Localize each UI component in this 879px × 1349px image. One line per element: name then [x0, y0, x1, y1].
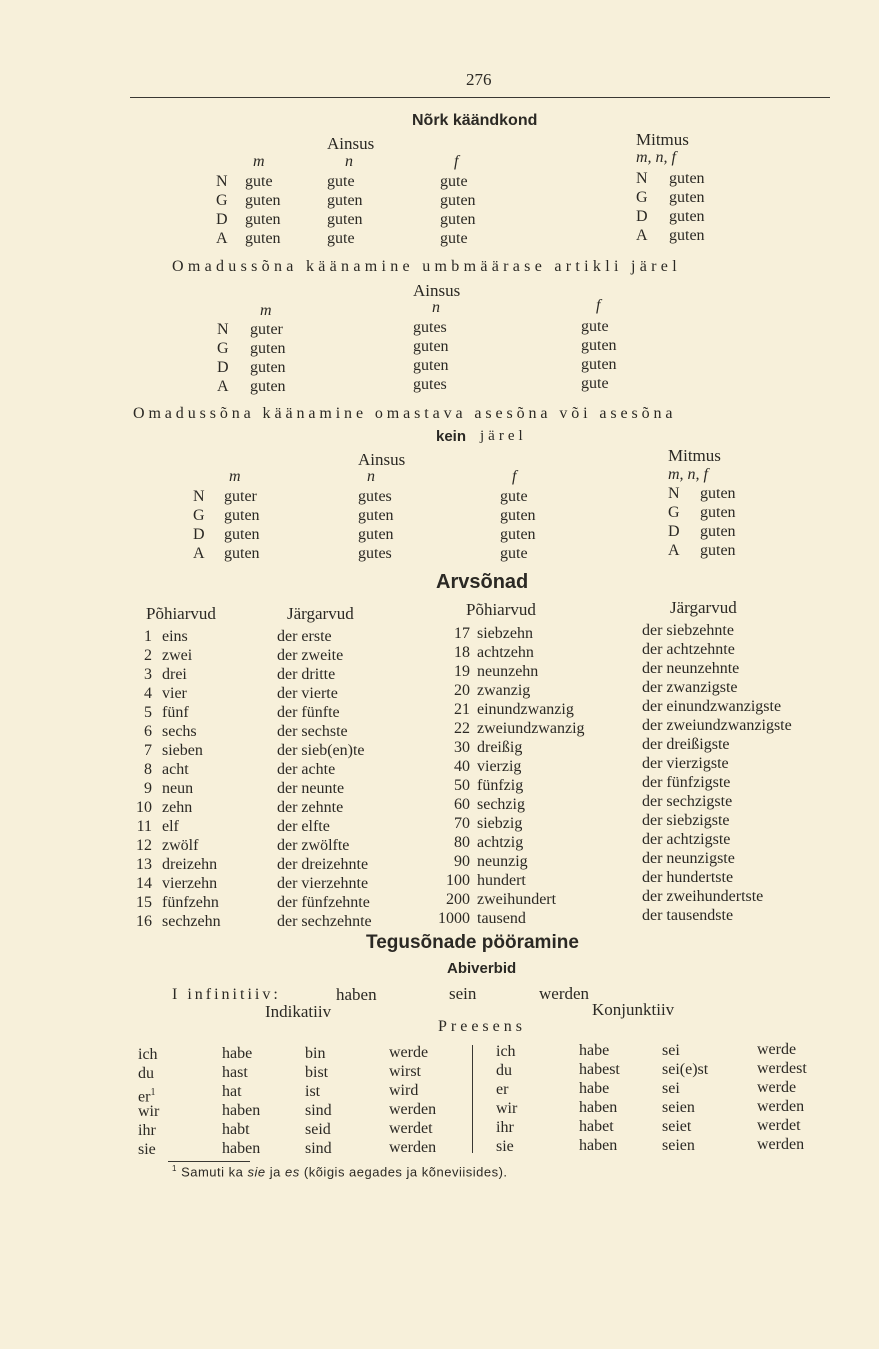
form-cell: gute: [500, 545, 528, 562]
form-cell: gutes: [358, 488, 392, 505]
footnote-word: sie: [247, 1164, 266, 1180]
page-number: 276: [466, 70, 492, 89]
table-cell: 30: [454, 739, 470, 756]
gender-f-label: f: [454, 153, 459, 170]
table-cell: zwei: [162, 647, 193, 664]
table-cell: elf: [162, 818, 179, 835]
table-cell: neunzig: [477, 853, 528, 870]
case-column: [217, 320, 229, 396]
table-cell: 14: [136, 875, 152, 892]
neuter-column: [413, 318, 449, 394]
table-cell: fünf: [162, 704, 189, 721]
table-cell: sei(e)st: [662, 1061, 709, 1078]
table-cell: 60: [454, 796, 470, 813]
table-cell: vierzehn: [162, 875, 218, 892]
table-cell: der vierte: [277, 685, 338, 702]
footnote-marker: 1: [150, 1087, 156, 1098]
table-cell: 5: [144, 704, 152, 721]
pronoun: ihr: [496, 1119, 514, 1136]
table-cell: werdest: [757, 1060, 807, 1077]
table-cell: wird: [389, 1082, 419, 1099]
table-cell: 13: [136, 856, 152, 873]
table-cell: neunzehn: [477, 663, 539, 680]
indicative-werden-column: [389, 1044, 436, 1158]
table-cell: habe: [579, 1080, 610, 1097]
plural-genders-label: m, n, f: [636, 149, 676, 166]
plural-case-column: [668, 484, 680, 560]
case-label: N: [668, 485, 680, 502]
pronoun: du: [496, 1062, 512, 1079]
table-cell: sechzehn: [162, 913, 221, 930]
pronoun: ich: [496, 1043, 516, 1060]
gender-n-label: n: [432, 299, 440, 316]
table-cell: siebzig: [477, 815, 523, 832]
table-cell: der sechzehnte: [277, 913, 372, 930]
case-label: G: [668, 504, 680, 521]
table-cell: tausend: [477, 910, 526, 927]
case-column: [216, 172, 228, 248]
case-label: G: [636, 189, 648, 206]
case-label: D: [216, 211, 228, 228]
table-cell: 2: [144, 647, 152, 664]
table-cell: der dritte: [277, 666, 336, 683]
title-kein: kein: [436, 428, 467, 445]
table-cell: sind: [305, 1140, 332, 1157]
top-rule: [130, 97, 830, 98]
table-cell: 6: [144, 723, 152, 740]
table-cell: 1: [144, 628, 152, 645]
gender-f-label: f: [512, 468, 517, 485]
table-cell: zweiundzwanzig: [477, 720, 585, 737]
table-cell: der achte: [277, 761, 336, 778]
pronoun: [138, 1084, 159, 1106]
left-ordinal-column: [277, 628, 372, 932]
singular-label: Ainsus: [358, 450, 406, 469]
footnote-text: Samuti ka: [181, 1164, 244, 1180]
masculine-column: [245, 172, 281, 248]
form-cell: gutes: [358, 545, 392, 562]
gender-m-label: m: [229, 468, 241, 485]
form-cell: guten: [581, 356, 617, 373]
table-cell: drei: [162, 666, 187, 683]
table-cell: der hundertste: [642, 869, 734, 886]
pronoun-column: [496, 1043, 517, 1157]
table-cell: haben: [579, 1099, 618, 1116]
case-column: [193, 487, 205, 563]
table-cell: siebzehn: [477, 625, 533, 642]
table-cell: einundzwanzig: [477, 701, 574, 718]
singular-label: Ainsus: [327, 134, 375, 153]
table-cell: neun: [162, 780, 194, 797]
case-label: N: [216, 173, 228, 190]
pronoun: ich: [138, 1046, 158, 1063]
form-cell: guten: [669, 208, 705, 225]
table-cell: habet: [579, 1118, 614, 1135]
table-cell: zwanzig: [477, 682, 531, 699]
table-cell: eins: [162, 628, 188, 645]
table-cell: seien: [662, 1099, 695, 1116]
table-cell: 40: [454, 758, 470, 775]
form-cell: guten: [250, 359, 286, 376]
case-label: D: [193, 526, 205, 543]
table-cell: 50: [454, 777, 470, 794]
section-title: Omadussõna käänamine omastava asesõna või asesõna: [133, 405, 677, 422]
table-cell: werdet: [757, 1117, 801, 1134]
table-cell: der achtzigste: [642, 831, 731, 848]
case-label: D: [668, 523, 680, 540]
table-cell: 200: [446, 891, 470, 908]
case-label: N: [217, 321, 229, 338]
feminine-column: [440, 172, 476, 248]
table-cell: zwölf: [162, 837, 199, 854]
table-cell: der zweiundzwanzigste: [642, 717, 792, 734]
feminine-column: [581, 317, 617, 393]
plural-column: [700, 484, 736, 560]
pronoun: wir: [138, 1103, 160, 1120]
table-cell: ist: [305, 1083, 321, 1100]
form-cell: gute: [245, 173, 273, 190]
case-label: A: [193, 545, 205, 562]
pronoun: ihr: [138, 1122, 156, 1139]
table-cell: 15: [136, 894, 152, 911]
form-cell: gute: [440, 230, 468, 247]
form-cell: guten: [500, 507, 536, 524]
present-label: Preesens: [438, 1018, 526, 1035]
table-cell: fünfzig: [477, 777, 524, 794]
section-title: Tegusõnade pööramine: [366, 932, 579, 953]
table-cell: werden: [757, 1136, 805, 1153]
form-cell: gutes: [413, 376, 447, 393]
table-cell: seiet: [662, 1118, 692, 1135]
table-cell: der fünfte: [277, 704, 340, 721]
pronoun: du: [138, 1065, 154, 1082]
neuter-column: [327, 172, 363, 248]
plural-case-column: [636, 169, 648, 245]
table-cell: wirst: [389, 1063, 421, 1080]
table-cell: 21: [454, 701, 470, 718]
form-cell: gute: [327, 230, 355, 247]
table-cell: hat: [222, 1083, 242, 1100]
indicative-label: Indikatiiv: [265, 1002, 332, 1021]
ordinal-label: Järgarvud: [287, 604, 354, 623]
table-cell: 12: [136, 837, 152, 854]
pronoun-text: er: [138, 1088, 151, 1106]
table-cell: 70: [454, 815, 470, 832]
ordinal-label: Järgarvud: [670, 598, 737, 617]
footnote: [172, 1164, 508, 1179]
footnote-text: ja: [269, 1164, 281, 1180]
plural-column: [669, 169, 705, 245]
feminine-column: [500, 487, 536, 563]
form-cell: guten: [700, 485, 736, 502]
gender-m-label: m: [253, 153, 265, 170]
table-cell: haben: [579, 1137, 618, 1154]
neuter-column: [358, 487, 394, 563]
table-cell: der zweite: [277, 647, 344, 664]
cardinal-label: Põhiarvud: [466, 600, 536, 619]
form-cell: gute: [500, 488, 528, 505]
table-cell: zweihundert: [477, 891, 557, 908]
table-cell: werden: [389, 1139, 437, 1156]
plural-label: Mitmus: [668, 446, 721, 465]
form-cell: gute: [327, 173, 355, 190]
pronoun: er: [496, 1081, 509, 1098]
table-cell: der sieb(en)te: [277, 742, 365, 759]
table-cell: sei: [662, 1080, 680, 1097]
plural-label: Mitmus: [636, 130, 689, 149]
table-cell: 9: [144, 780, 152, 797]
pronoun: sie: [496, 1138, 514, 1155]
footnote-rule: [168, 1161, 250, 1162]
table-cell: sind: [305, 1102, 332, 1119]
form-cell: guten: [440, 211, 476, 228]
section-title: Nõrk käändkond: [412, 112, 538, 129]
form-cell: guten: [245, 211, 281, 228]
column-divider: [472, 1045, 473, 1153]
table-cell: sieben: [162, 742, 203, 759]
pronoun: wir: [496, 1100, 518, 1117]
table-cell: der neunzehnte: [642, 660, 740, 677]
table-cell: 90: [454, 853, 470, 870]
form-cell: guten: [669, 170, 705, 187]
table-cell: der erste: [277, 628, 332, 645]
case-label: D: [636, 208, 648, 225]
table-cell: der zwölfte: [277, 837, 350, 854]
form-cell: gute: [581, 318, 609, 335]
right-ordinal-column: [642, 622, 792, 926]
gender-m-label: m: [260, 302, 272, 319]
form-cell: guten: [327, 192, 363, 209]
case-label: A: [668, 542, 680, 559]
table-cell: seid: [305, 1121, 331, 1138]
form-cell: guten: [581, 337, 617, 354]
table-cell: 100: [446, 872, 470, 889]
infinitive-haben: haben: [336, 985, 377, 1004]
left-cardinal-column: [162, 628, 221, 932]
table-cell: 3: [144, 666, 152, 683]
case-label: D: [217, 359, 229, 376]
table-cell: der zehnte: [277, 799, 344, 816]
table-cell: werden: [757, 1098, 805, 1115]
table-cell: der zwanzigste: [642, 679, 738, 696]
form-cell: guten: [440, 192, 476, 209]
table-cell: hast: [222, 1064, 248, 1081]
table-cell: der fünfzehnte: [277, 894, 370, 911]
footnote-text: (kõigis aegades ja kõneviisides).: [303, 1164, 508, 1180]
table-cell: acht: [162, 761, 189, 778]
table-cell: werden: [389, 1101, 437, 1118]
table-cell: der fünfzigste: [642, 774, 731, 791]
form-cell: guten: [245, 230, 281, 247]
table-cell: habt: [222, 1121, 250, 1138]
table-cell: 16: [136, 913, 152, 930]
masculine-column: [250, 320, 286, 396]
form-cell: guten: [358, 507, 394, 524]
footnote-word: es: [285, 1164, 300, 1180]
form-cell: guten: [250, 378, 286, 395]
case-label: A: [216, 230, 228, 247]
table-cell: habest: [579, 1061, 620, 1078]
table-cell: 80: [454, 834, 470, 851]
table-cell: der zweihundertste: [642, 888, 764, 905]
table-cell: sechs: [162, 723, 197, 740]
table-cell: vierzig: [477, 758, 522, 775]
indicative-sein-column: [305, 1045, 332, 1159]
table-cell: der tausendste: [642, 907, 734, 924]
case-label: N: [636, 170, 648, 187]
subjunctive-sein-column: [662, 1042, 708, 1156]
table-cell: achtzehn: [477, 644, 534, 661]
pronoun-column: [138, 1046, 159, 1160]
table-cell: achtzig: [477, 834, 524, 851]
table-cell: 8: [144, 761, 152, 778]
cardinal-label: Põhiarvud: [146, 604, 216, 623]
table-cell: 19: [454, 663, 470, 680]
table-cell: fünfzehn: [162, 894, 219, 911]
form-cell: guten: [669, 227, 705, 244]
singular-label: Ainsus: [413, 281, 461, 300]
case-label: G: [193, 507, 205, 524]
table-cell: der neunte: [277, 780, 345, 797]
table-cell: werdet: [389, 1120, 433, 1137]
table-cell: 7: [144, 742, 152, 759]
section-title: Omadussõna käänamine umbmäärase artikli järel: [172, 258, 681, 275]
table-cell: dreizehn: [162, 856, 218, 873]
table-cell: bin: [305, 1045, 326, 1062]
table-cell: der elfte: [277, 818, 330, 835]
form-cell: guter: [250, 321, 283, 338]
section-title: Arvsõnad: [436, 571, 529, 593]
right-cardinal-column: [477, 625, 585, 929]
masculine-column: [224, 487, 260, 563]
form-cell: guten: [358, 526, 394, 543]
table-cell: der vierzigste: [642, 755, 729, 772]
table-cell: 20: [454, 682, 470, 699]
table-cell: hundert: [477, 872, 526, 889]
table-cell: der dreißigste: [642, 736, 730, 753]
table-cell: werde: [757, 1041, 797, 1058]
form-cell: gutes: [413, 319, 447, 336]
table-cell: vier: [162, 685, 187, 702]
table-cell: der sechzigste: [642, 793, 733, 810]
gender-n-label: n: [367, 468, 375, 485]
form-cell: guten: [224, 507, 260, 524]
case-label: A: [636, 227, 648, 244]
table-cell: 11: [136, 818, 152, 835]
table-cell: sechzig: [477, 796, 525, 813]
gender-f-label: f: [596, 297, 601, 314]
form-cell: guten: [224, 526, 260, 543]
table-cell: bist: [305, 1064, 329, 1081]
infinitive-sein: sein: [449, 984, 477, 1003]
indicative-haben-column: [222, 1045, 260, 1159]
form-cell: guten: [700, 542, 736, 559]
subjunctive-haben-column: [579, 1042, 620, 1156]
table-cell: der neunzigste: [642, 850, 735, 867]
form-cell: gute: [440, 173, 468, 190]
form-cell: guten: [669, 189, 705, 206]
footnote-marker: 1: [172, 1164, 177, 1173]
gender-n-label: n: [345, 153, 353, 170]
case-label: G: [217, 340, 229, 357]
table-cell: dreißig: [477, 739, 523, 756]
table-cell: der sechste: [277, 723, 348, 740]
left-number-column: [132, 628, 152, 932]
subjunctive-werden-column: [757, 1041, 807, 1155]
form-cell: guten: [327, 211, 363, 228]
table-cell: 22: [454, 720, 470, 737]
plural-genders-label: m, n, f: [668, 466, 708, 483]
form-cell: guten: [700, 523, 736, 540]
form-cell: guten: [500, 526, 536, 543]
infinitive-werden: werden: [539, 984, 590, 1003]
table-cell: werde: [757, 1079, 797, 1096]
case-label: G: [216, 192, 228, 209]
form-cell: guten: [413, 338, 449, 355]
form-cell: guter: [224, 488, 257, 505]
right-number-column: [432, 625, 470, 929]
table-cell: haben: [222, 1102, 261, 1119]
form-cell: guten: [413, 357, 449, 374]
table-cell: der siebzehnte: [642, 622, 734, 639]
table-cell: der dreizehnte: [277, 856, 369, 873]
pronoun: sie: [138, 1141, 156, 1158]
table-cell: der siebzigste: [642, 812, 730, 829]
table-cell: 1000: [438, 910, 470, 927]
table-cell: 17: [454, 625, 470, 642]
table-cell: 10: [136, 799, 152, 816]
table-cell: der einundzwanzigste: [642, 698, 782, 715]
table-cell: zehn: [162, 799, 193, 816]
section-subtitle: Abiverbid: [447, 960, 517, 977]
table-cell: habe: [222, 1045, 253, 1062]
form-cell: guten: [245, 192, 281, 209]
subjunctive-label: Konjunktiiv: [592, 1000, 675, 1019]
table-cell: haben: [222, 1140, 261, 1157]
table-cell: sei: [662, 1042, 680, 1059]
table-cell: habe: [579, 1042, 610, 1059]
form-cell: guten: [250, 340, 286, 357]
table-cell: der vierzehnte: [277, 875, 369, 892]
table-cell: 4: [144, 685, 152, 702]
case-label: A: [217, 378, 229, 395]
table-cell: der achtzehnte: [642, 641, 735, 658]
table-cell: 18: [454, 644, 470, 661]
case-label: N: [193, 488, 205, 505]
title-jarel: järel: [480, 428, 527, 444]
form-cell: guten: [224, 545, 260, 562]
form-cell: guten: [700, 504, 736, 521]
form-cell: gute: [581, 375, 609, 392]
table-cell: werde: [389, 1044, 429, 1061]
infinitive-label: I infinitiiv:: [172, 986, 281, 1003]
table-cell: seien: [662, 1137, 695, 1154]
